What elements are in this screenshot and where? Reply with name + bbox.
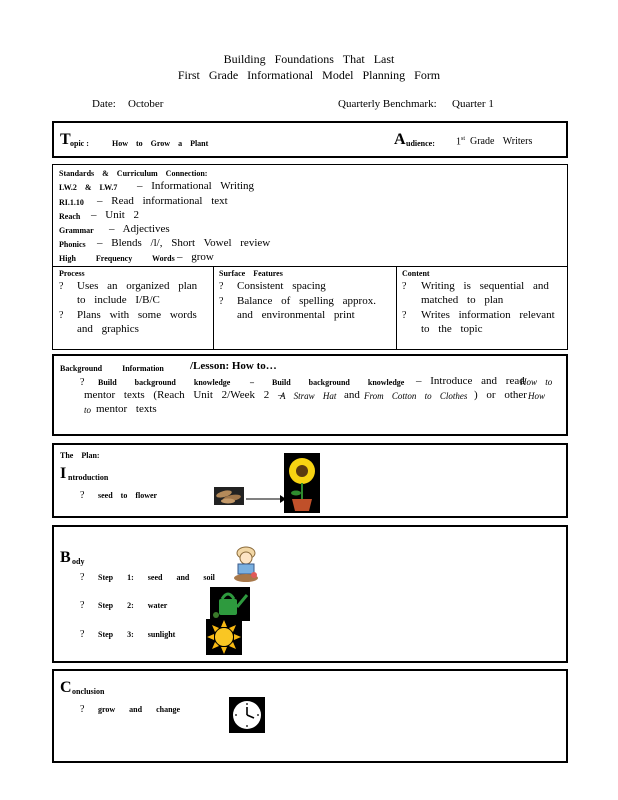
- body-initial: B: [60, 549, 71, 566]
- process-item: Plans with some words and graphics: [77, 309, 197, 335]
- surface-item: Balance of spelling approx. and environmental print: [237, 295, 376, 321]
- gardener-icon: [232, 543, 260, 583]
- body-step: Step 2: water: [98, 601, 168, 610]
- standards-key: LW.2 & LW.7: [59, 183, 118, 192]
- bullet: ?: [80, 629, 85, 640]
- date-label: Date:: [92, 98, 116, 110]
- form-title: Building Foundations That Last: [223, 52, 395, 66]
- bullet: ?: [59, 281, 64, 292]
- background-part: and: [344, 389, 360, 401]
- standards-value: – grow: [177, 251, 214, 263]
- introduction-initial: I: [60, 465, 67, 482]
- watering-can-icon: [210, 587, 250, 621]
- surface-item: Consistent spacing: [237, 280, 326, 292]
- background-title-link: How to: [520, 377, 553, 387]
- divider: [53, 266, 567, 267]
- standards-value: – Adjectives: [109, 223, 170, 235]
- benchmark-label: Quarterly Benchmark:: [338, 98, 437, 110]
- audience-value: Grade Writers: [470, 136, 533, 147]
- body-step: Step 1: seed and soil: [98, 573, 215, 582]
- introduction-box: [52, 443, 568, 518]
- body-step: Step 3: sunlight: [98, 630, 176, 639]
- sunflower-pot-icon: [284, 453, 320, 513]
- bullet: ?: [80, 704, 85, 715]
- background-part: Build background knowledge: [98, 378, 231, 387]
- conclusion-initial: C: [60, 679, 72, 696]
- bullet: ?: [219, 281, 224, 292]
- standards-box: [52, 164, 568, 350]
- bullet: ?: [59, 310, 64, 321]
- form-subtitle: First Grade Informational Model Planning Form: [177, 68, 441, 82]
- plan-title: The Plan:: [60, 451, 100, 460]
- background-box: [52, 354, 568, 436]
- conclusion-item: grow and change: [98, 705, 181, 714]
- audience-label: udience:: [406, 139, 435, 148]
- bullet: ?: [80, 572, 85, 583]
- standards-value: – Informational Writing: [137, 180, 255, 192]
- standards-value: – Read informational text: [97, 195, 228, 207]
- book-title: to: [84, 405, 92, 415]
- audience-initial: A: [394, 131, 406, 148]
- surface-title: Surface Features: [219, 269, 283, 278]
- seeds-icon: [214, 487, 244, 505]
- divider: [396, 266, 397, 349]
- clock-icon: [229, 697, 265, 733]
- sun-icon: [206, 619, 242, 655]
- background-part: – Build background knowledge: [250, 378, 405, 387]
- content-item: Writing is sequential and matched to plan: [421, 280, 549, 306]
- book-title: How: [528, 391, 546, 401]
- conclusion-box: [52, 669, 568, 763]
- standards-key: RI.1.10: [59, 198, 84, 207]
- standards-key: Grammar: [59, 226, 94, 235]
- conclusion-label: onclusion: [72, 687, 105, 696]
- body-label: ody: [72, 557, 85, 566]
- standards-title: Standards & Curriculum Connection:: [59, 169, 208, 178]
- book-title: From Cotton to Clothes: [364, 391, 468, 401]
- background-part: ) or other: [474, 389, 527, 401]
- bullet: ?: [402, 281, 407, 292]
- benchmark-value: Quarter 1: [452, 98, 494, 110]
- bullet: ?: [80, 490, 85, 501]
- content-item: Writes information relevant to the topic: [421, 309, 555, 335]
- audience-grade: 1st: [456, 136, 466, 148]
- introduction-label: ntroduction: [68, 473, 109, 482]
- standards-key: Reach: [59, 212, 81, 221]
- arrow-icon: [246, 493, 286, 505]
- background-part: mentor texts (Reach Unit 2/Week 2 –: [84, 389, 284, 401]
- date-value: October: [128, 98, 164, 110]
- topic-box: [52, 121, 568, 158]
- topic-initial: T: [60, 131, 71, 148]
- bullet: ?: [80, 377, 85, 388]
- standards-key: High Frequency Words: [59, 254, 175, 263]
- standards-key: Phonics: [59, 240, 86, 249]
- introduction-item: seed to flower: [98, 491, 158, 500]
- background-part: mentor texts: [96, 403, 157, 415]
- content-title: Content: [402, 269, 430, 278]
- process-item: Uses an organized plan to include I/B/C: [77, 280, 198, 306]
- background-title: Background Information: [60, 364, 164, 373]
- lesson-title: /Lesson: How to…: [190, 360, 277, 372]
- standards-value: – Blends /l/, Short Vowel review: [97, 237, 271, 249]
- bullet: ?: [219, 296, 224, 307]
- background-part: – Introduce and read: [416, 375, 525, 387]
- body-box: [52, 525, 568, 663]
- bullet: ?: [402, 310, 407, 321]
- topic-label: opic :: [70, 139, 89, 148]
- standards-value: – Unit 2: [91, 209, 140, 221]
- process-title: Process: [59, 269, 85, 278]
- divider: [213, 266, 214, 349]
- bullet: ?: [80, 600, 85, 611]
- topic-value: How to Grow a Plant: [112, 139, 209, 148]
- book-title: A Straw Hat: [280, 391, 337, 401]
